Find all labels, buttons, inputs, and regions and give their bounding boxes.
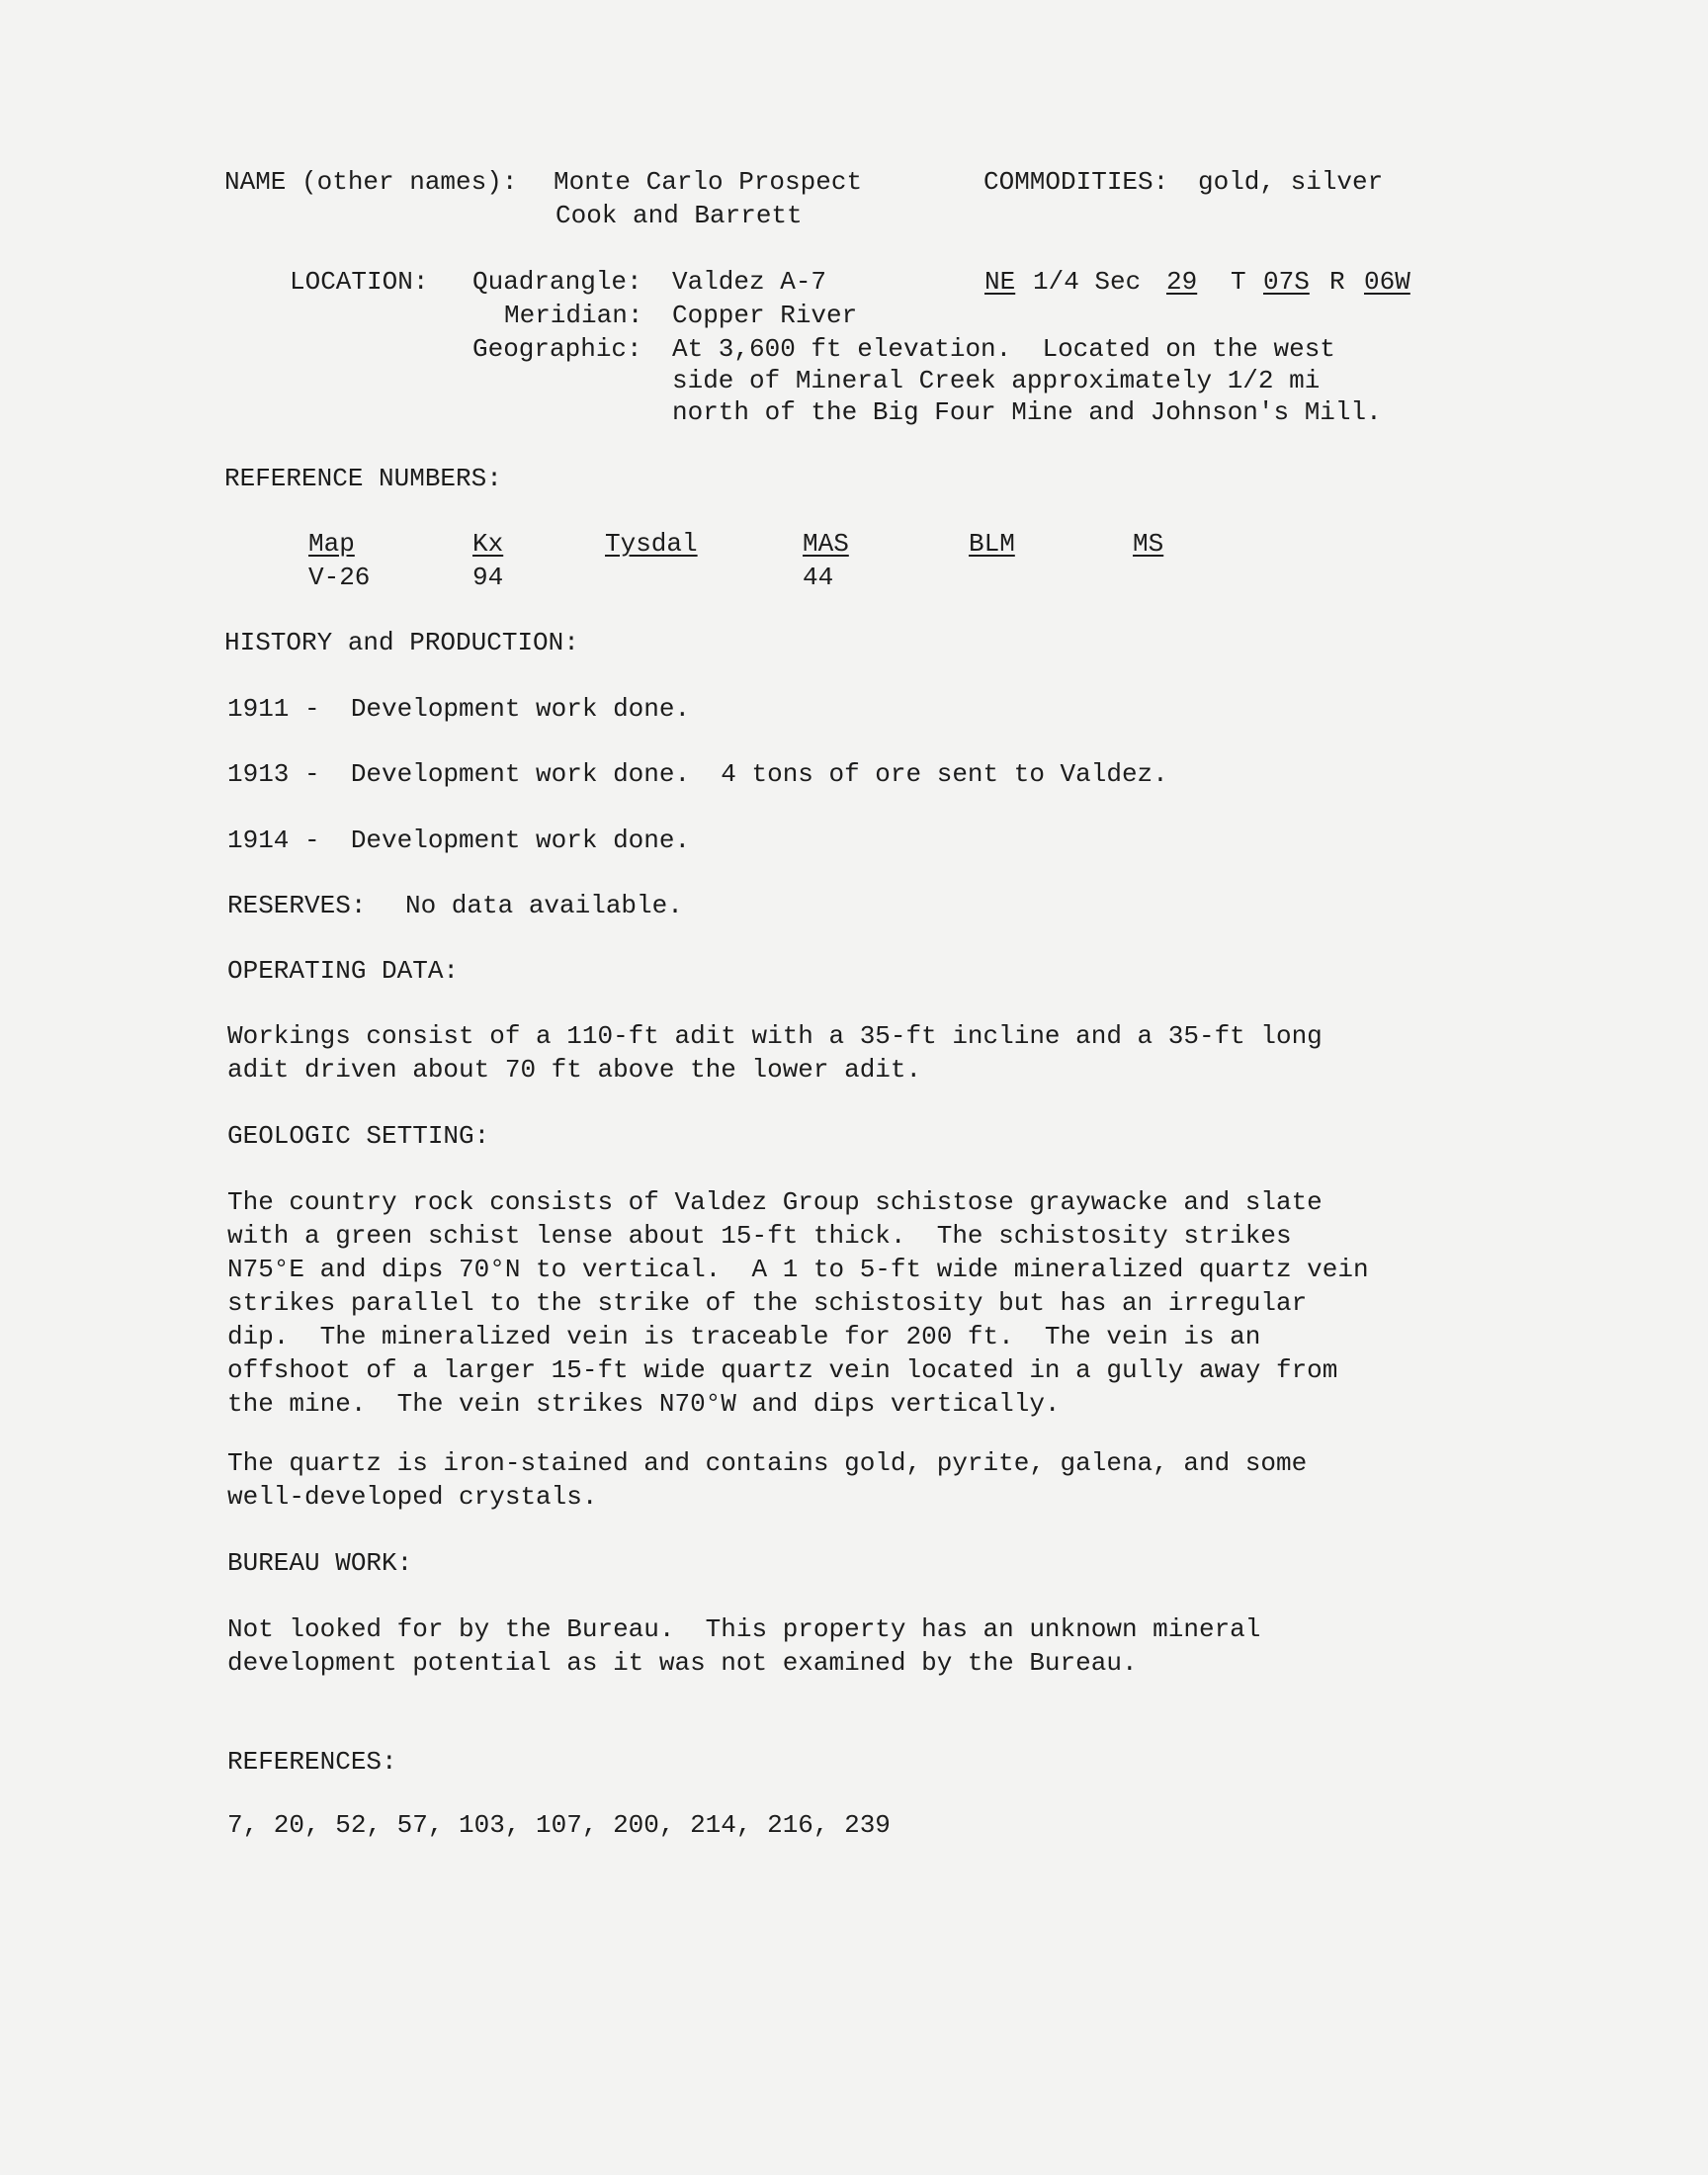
name-value: Monte Carlo Prospect bbox=[554, 167, 863, 197]
meridian-value: Copper River bbox=[672, 301, 858, 330]
geologic-label: GEOLOGIC SETTING: bbox=[227, 1121, 490, 1151]
references-value: 7, 20, 52, 57, 103, 107, 200, 214, 216, 239 bbox=[227, 1810, 891, 1840]
bureau-line-2: development potential as it was not examined by the Bureau. bbox=[227, 1648, 1138, 1678]
commodities-value: gold, silver bbox=[1198, 167, 1384, 197]
operating-line-2: adit driven about 70 ft above the lower adit. bbox=[227, 1055, 922, 1085]
ref-head-ms: MS bbox=[1133, 529, 1164, 559]
other-name-value: Cook and Barrett bbox=[555, 201, 803, 230]
township-value: 07S bbox=[1263, 267, 1310, 297]
ref-val-map: V-26 bbox=[308, 563, 371, 592]
geologic-p1-line-6: offshoot of a larger 15-ft wide quartz vein located in a gully away from bbox=[227, 1355, 1338, 1385]
ref-col-tysdal bbox=[605, 527, 698, 561]
meridian-label: Meridian: bbox=[504, 301, 643, 330]
geologic-p1-line-2: with a green schist lense about 15-ft thick. The schistosity strikes bbox=[227, 1221, 1292, 1251]
history-entry-1913: 1913 - Development work done. 4 tons of ore sent to Valdez. bbox=[227, 759, 1168, 789]
ref-val-mas: 44 bbox=[803, 563, 834, 592]
geographic-line-2: side of Mineral Creek approximately 1/2 mi bbox=[672, 366, 1321, 395]
geologic-p2-line-2: well-developed crystals. bbox=[227, 1482, 598, 1512]
reference-numbers-label: REFERENCE NUMBERS: bbox=[224, 464, 502, 493]
section-value: 29 bbox=[1166, 267, 1198, 297]
geographic-line-1: At 3,600 ft elevation. Located on the west bbox=[672, 334, 1335, 364]
range-value: 06W bbox=[1364, 267, 1410, 297]
geologic-p2-line-1: The quartz is iron-stained and contains gold, pyrite, galena, and some bbox=[227, 1448, 1308, 1478]
ref-val-kx: 94 bbox=[472, 563, 504, 592]
history-label: HISTORY and PRODUCTION: bbox=[224, 628, 579, 657]
operating-label: OPERATING DATA: bbox=[227, 956, 460, 986]
quadrangle-label: Quadrangle: bbox=[472, 267, 642, 297]
references-label: REFERENCES: bbox=[227, 1747, 397, 1777]
geologic-p1-line-1: The country rock consists of Valdez Group schistose graywacke and slate bbox=[227, 1187, 1323, 1217]
commodities-label: COMMODITIES: bbox=[983, 167, 1169, 197]
history-entry-1914: 1914 - Development work done. bbox=[227, 826, 691, 855]
geologic-p1-line-4: strikes parallel to the strike of the schistosity but has an irregular bbox=[227, 1288, 1308, 1318]
history-entry-1911: 1911 - Development work done. bbox=[227, 694, 691, 724]
ref-col-ms bbox=[1133, 527, 1163, 561]
range-label: R bbox=[1329, 267, 1345, 297]
ref-head-kx: Kx bbox=[472, 529, 504, 559]
ref-col-map bbox=[308, 527, 370, 594]
reserves-value: No data available. bbox=[405, 891, 683, 920]
reserves-label: RESERVES: bbox=[227, 891, 367, 920]
ref-col-kx bbox=[472, 527, 503, 594]
ref-col-mas bbox=[803, 527, 849, 594]
name-label: NAME (other names): bbox=[224, 167, 518, 197]
ref-head-map: Map bbox=[308, 529, 355, 559]
geographic-label: Geographic: bbox=[472, 334, 642, 364]
operating-line-1: Workings consist of a 110-ft adit with a 35-ft incline and a 35-ft long bbox=[227, 1021, 1323, 1051]
quadrangle-value: Valdez A-7 bbox=[672, 267, 827, 297]
geographic-line-3: north of the Big Four Mine and Johnson's Mill. bbox=[672, 397, 1382, 427]
ref-head-tysdal: Tysdal bbox=[605, 529, 698, 559]
bureau-line-1: Not looked for by the Bureau. This property has an unknown mineral bbox=[227, 1614, 1261, 1644]
quarter-sec-text: 1/4 Sec bbox=[1033, 267, 1142, 297]
township-label: T bbox=[1231, 267, 1246, 297]
quarter-value: NE bbox=[984, 267, 1016, 297]
location-label: LOCATION: bbox=[290, 267, 429, 297]
ref-head-blm: BLM bbox=[969, 529, 1015, 559]
ref-head-mas: MAS bbox=[803, 529, 849, 559]
bureau-label: BUREAU WORK: bbox=[227, 1548, 413, 1578]
geologic-p1-line-5: dip. The mineralized vein is traceable for 200 ft. The vein is an bbox=[227, 1322, 1261, 1351]
geologic-p1-line-7: the mine. The vein strikes N70°W and dips vertically. bbox=[227, 1389, 1061, 1419]
geologic-p1-line-3: N75°E and dips 70°N to vertical. A 1 to 5-ft wide mineralized quartz vein bbox=[227, 1255, 1369, 1284]
ref-col-blm bbox=[969, 527, 1015, 561]
